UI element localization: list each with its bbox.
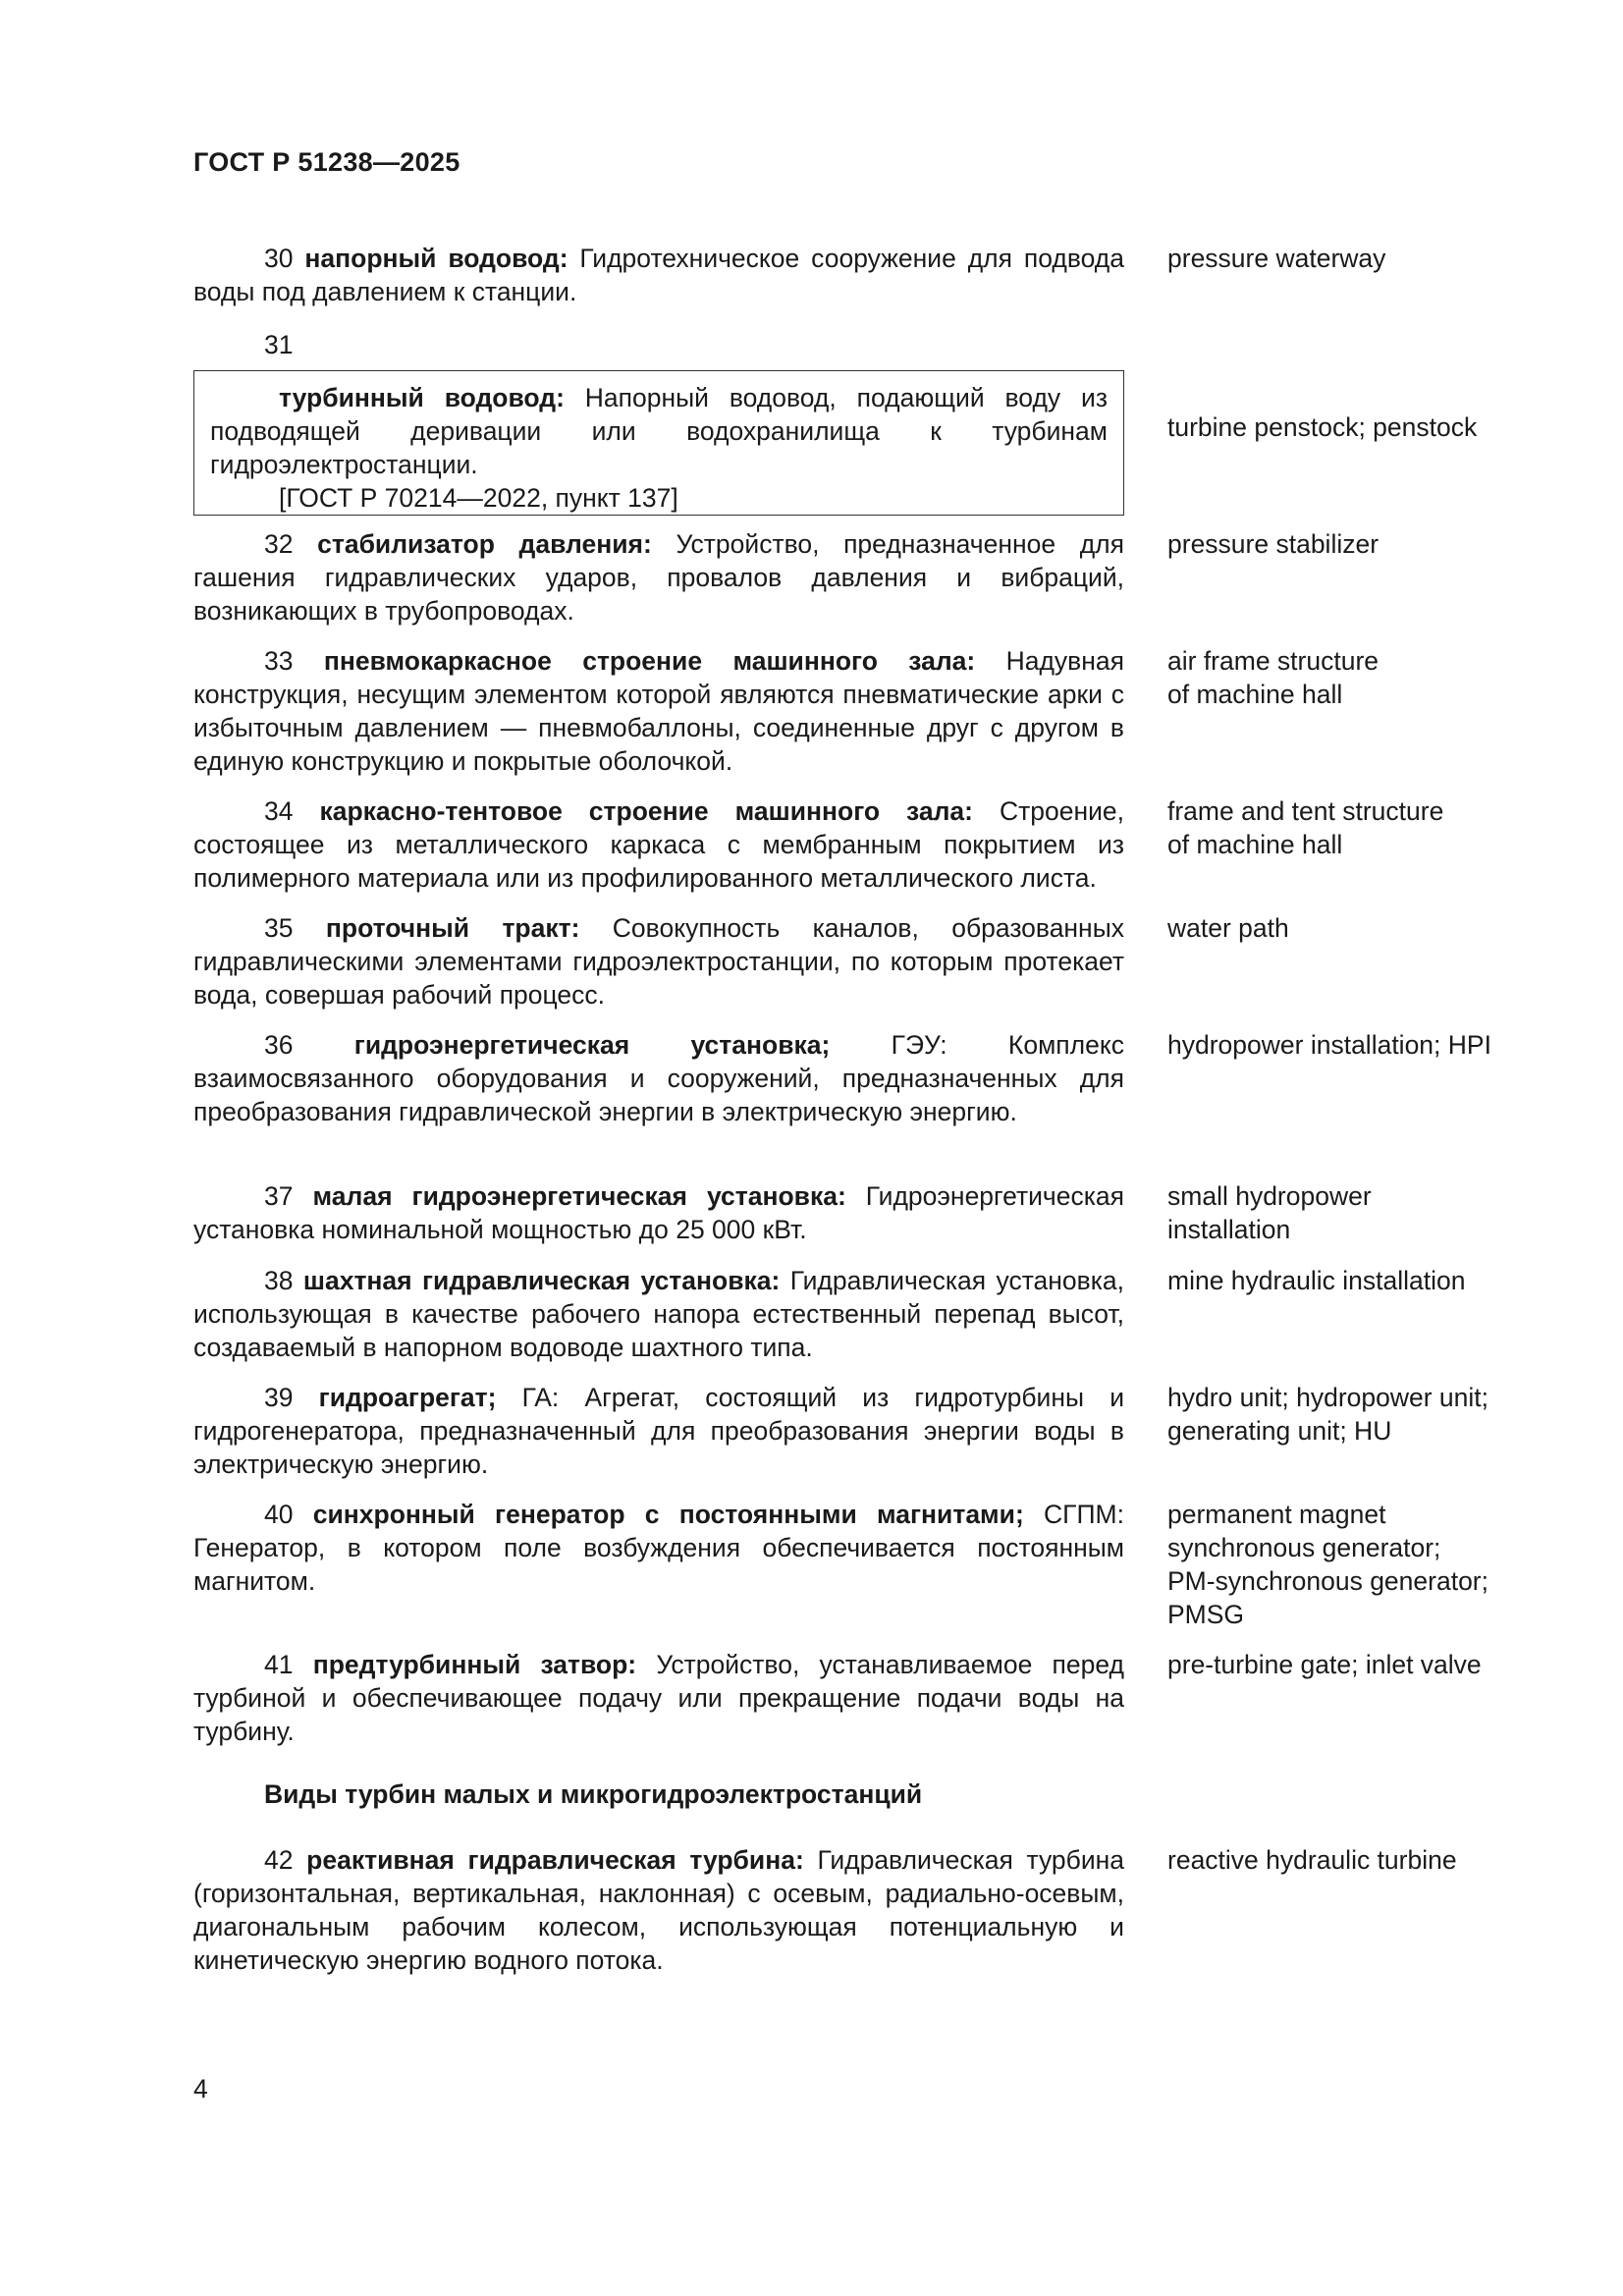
section-subheading: Виды турбин малых и микрогидроэлектростанций [264, 1779, 923, 1809]
term-definition: 41 предтурбинный затвор: Устройство, устанавливаемое перед турбиной и обеспечивающее подачу или прекращение подачи воды на турбину. [193, 1650, 1124, 1746]
term-entry-31-box [193, 370, 1124, 516]
term-english: turbine penstock; penstock [1167, 412, 1478, 442]
term-definition: 42 реактивная гидравлическая турбина: Гидравлическая турбина (горизонтальная, вертикальная, наклонная) с осевым, радиально-осевым, диагональным рабочим колесом, использующая потенциальную и кинетическую энергию водного потока. [193, 1845, 1125, 1975]
term-english: pressure stabilizer [1167, 529, 1380, 559]
term-english: hydropower installation; HPI [1167, 1030, 1491, 1060]
term-definition: турбинный водовод: Напорный водовод, подающий воду из подводящей деривации или водохранилища к турбинам гидроэлектростанции. [210, 383, 1108, 479]
term-definition: 40 синхронный генератор с постоянными магнитами; СГПМ: Генератор, в котором поле возбуждения обеспечивается постоянным магнитом. [193, 1500, 1124, 1596]
term-definition: 33 пневмокаркасное строение машинного зала: Надувная конструкция, несущим элементом которой являются пневматические арки с избыточным давлением — пневмобаллоны, соединенные друг с другом в единую конструкцию и покрытые оболочкой. [193, 646, 1124, 776]
term-number-31: 31 [264, 330, 294, 359]
term-english: permanent magnet synchronous generator; PM-synchronous generator; PMSG [1167, 1500, 1488, 1629]
term-definition: 34 каркасно-тентовое строение машинного зала: Строение, состоящее из металлического каркаса с мембранным покрытием из полимерного материала или из профилированного металлического листа. [193, 796, 1124, 893]
term-english: frame and tent structure of machine hall [1167, 796, 1444, 859]
term-english: pre-turbine gate; inlet valve [1167, 1650, 1482, 1679]
page-header: ГОСТ Р 51238—2025 [193, 147, 460, 177]
term-definition: 30 напорный водовод: Гидротехническое сооружение для подвода воды под давлением к станции. [193, 244, 1124, 306]
term-english: small hydropower installation [1167, 1181, 1372, 1244]
term-english: reactive hydraulic turbine [1167, 1845, 1457, 1875]
term-definition: 37 малая гидроэнергетическая установка: Гидроэнергетическая установка номинальной мощностью до 25 000 кВт. [193, 1181, 1124, 1244]
term-definition: 35 проточный тракт: Совокупность каналов, образованных гидравлическими элементами гидроэлектростанции, по которым протекает вода, совершая рабочий процесс. [193, 913, 1124, 1010]
term-english: air frame structure of machine hall [1167, 646, 1380, 709]
term-english: water path [1167, 913, 1289, 943]
term-english: hydro unit; hydropower unit; generating unit; HU [1167, 1383, 1489, 1446]
term-definition: 39 гидроагрегат; ГА: Агрегат, состоящий из гидротурбины и гидрогенератора, предназначенный для преобразования энергии воды в электрическую энергию. [193, 1383, 1124, 1479]
term-definition: 38 шахтная гидравлическая установка: Гидравлическая установка, использующая в качестве рабочего напора естественный перепад высот, создаваемый в напорном водоводе шахтного типа. [193, 1266, 1124, 1362]
term-source: [ГОСТ Р 70214—2022, пункт 137] [279, 483, 678, 513]
term-english: pressure waterway [1167, 244, 1386, 273]
term-definition: 32 стабилизатор давления: Устройство, предназначенное для гашения гидравлических ударов, провалов давления и вибраций, возникающих в трубопроводах. [193, 529, 1124, 626]
term-english: mine hydraulic installation [1167, 1266, 1466, 1295]
page-number: 4 [193, 2074, 208, 2104]
term-definition: 36 гидроэнергетическая установка; ГЭУ: Комплекс взаимосвязанного оборудования и сооружений, предназначенных для преобразования гидравлической энергии в электрическую энергию. [193, 1030, 1124, 1126]
